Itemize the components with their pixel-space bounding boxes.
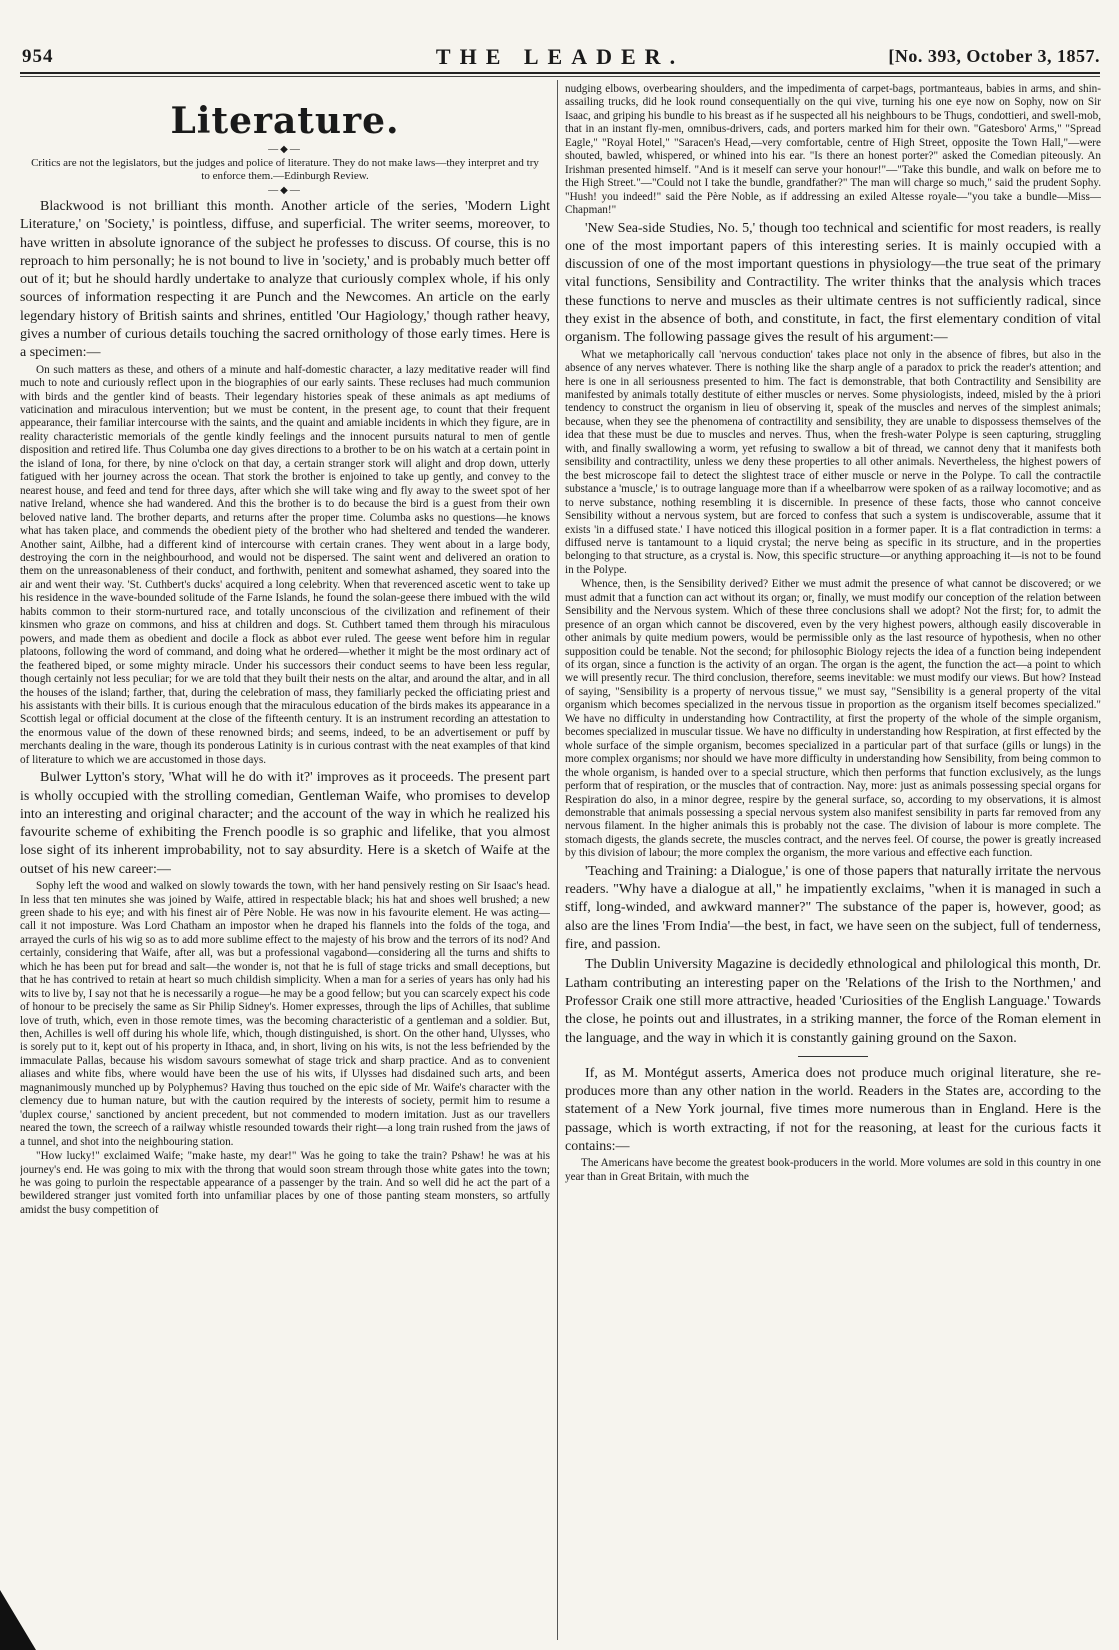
page-number: 954	[22, 46, 54, 67]
right-column	[565, 82, 1101, 1637]
quoted-extract: What we metaphorically call 'nervous conduction' takes place not only in the absence of fibres, but also in the absence of any nerves whatever. There is nothing like the sharp angle of a paradox to prick the reader's attention; and here is one in all seriousness presented to him. The fact is demonstrable, that both Contractility and Sensibility are manifested by animals totally destitute of either muscles or nerves. Some physiologists, indeed, misled by the à priori tendency to construct the organism in lieu of observing it, speak of the muscles and nerves of the simplest animals; because, when they see the phenomena of contractility and sensibility, they are unable to dispossess themselves of the idea that these must be due to muscles and nerves. Thus, when the fresh-water Polype is seen capturing, struggling with, and finally swallowing a worm, yet refusing to swallow a bit of thread, we cannot deny that it manifests both sensibility and contractility, unless we deny these properties to all other animals. Nevertheless, the highest powers of the best microscope fail to detect the slightest trace of either muscle or nerve in the Polype. To call the contractile substance a 'muscle,' is to outrage language more than if a wheelbarrow were spoken of as a railway locomotive; and as to nerve substance, nothing resembling it is discernible. In presence of these facts, those who cannot conceive Sensibility without a nervous system, but are forced to confess that such a system is undiscoverable, assume that it exists 'in a diffused state.' I have noticed this illogical position in a former paper. It is a flat contradiction in terms: a diffused nerve is tantamount to a liquid crystal; the nerve being as specific in its structure, and in the properties belonging to that structure, as a crystal is. Now, this specific structure—or anything approaching it—is not to be found in the Polype.	[565, 348, 1101, 576]
quoted-extract: The Americans have become the greatest book-producers in the world. More volumes are sold in this country in one year than in Great Britain, with much the	[565, 1157, 1101, 1183]
epigraph: Critics are not the legislators, but the judges and police of literature. They do not make laws—they interpret and try to enforce them.—Edinburgh Review.	[31, 157, 539, 182]
page-corner-shadow	[0, 1590, 36, 1650]
issue-info: [No. 393, October 3, 1857.	[888, 46, 1100, 66]
section-title: Literature.	[170, 100, 400, 142]
review-paragraph: Bulwer Lytton's story, 'What will he do with it?' improves as it proceeds. The present part is wholly occupied with the strolling comedian, Gentleman Waife, who promises to develop into an interesting and original character; and the account of the way in which he realized his favourite scheme of exhibiting the French poodle is so graphic and lifelike, that you almost lose sight of its inherent improbability, not to say absurdity. Here is a sketch of Waife at the outset of his new career:—	[20, 770, 550, 877]
review-paragraph: 'New Sea-side Studies, No. 5,' though too technical and scientific for most readers, is really one of the most important papers of this interesting series. It is mainly occupied with a discussion of one of the most important questions in physiology—the true seat of the primary vital functions, Sensibility and Contractility. The writer thinks that the analysis which traces these functions to nerve and muscles as their ultimate centres is not sufficiently radical, since they exist in the absence of both, and constitute, in fact, the first elementary condition of vital organism. The following passage gives the result of his argument:—	[565, 220, 1101, 346]
header-rule-thin	[20, 76, 1100, 77]
review-paragraph: 'Teaching and Training: a Dialogue,' is one of those papers that naturally irritate the nervous readers. "Why have a dialogue at all," he impatiently exclaims, "when it is managed in such a stiff, long-winded, and awkward manner?" The substance of the paper is, however, good; as also are the lines 'From India'—the best, in fact, we have seen on the subject, full of tenderness, fire, and passion.	[565, 863, 1101, 953]
column-divider	[557, 80, 558, 1640]
page-header	[20, 44, 1100, 72]
header-rule	[20, 72, 1100, 74]
review-paragraph: If, as M. Montégut asserts, America does not produce much original literature, she re-produces more than any other nation in the world. Readers in the States are, according to the statement of a New York journal, five times more numerous than in England. Here is the passage, which is worth extracting, if not for the reasoning, at least for the curious facts it contains:—	[565, 1065, 1101, 1154]
ornament-divider: —◆—	[268, 185, 302, 196]
ornament-divider: —◆—	[268, 144, 302, 155]
section-separator	[798, 1056, 868, 1057]
quoted-extract: Whence, then, is the Sensibility derived? Either we must admit the presence of what cannot be discovered; or we must admit that a function can act without its organ; or, finally, we must modify our conception of the relation between Sensibility and the Nervous system. Which of these three conclusions shall we adopt? Not the first; for, to admit the presence of an organ which cannot be discovered, even by the very highest powers, although easily discoverable in other animals by quite medium powers, would be permissible only as the last resource of hypothesis, when no other supposition could be tenable. Not the second; for philosophic Biology rejects the idea of a function being independent of its organ, since a function is the activity of an organ. The organ is the agent, the function the act—a point to which we will presently recur. The third conclusion, therefore, seems inevitable: we must modify our views. But how? Instead of saying, "Sensibility is a property of nervous tissue," we must say, "Sensibility is a general property of the vital organism which becomes specialized in the nervous tissue in proportion as the organism itself becomes specialized." We have no difficulty in understanding how Contractility, at first the property of the whole of the simple organism, becomes specialized in muscular tissue. We have no difficulty in understanding how Respiration, at first effected by the whole surface of the simple organism, becomes specialized in a particular part of that surface (gills or lungs) in the more complex organisms; nor should we have more difficulty in understanding how Sensibility, from being common to the whole organism, is handed over to a special structure, which then performs that function exclusively, as the lungs perform that of respiration, or the muscles that of contraction. Nay, more: just as animals possessing special organs for Respiration do also, in a minor degree, respire by the general surface, so, according to my observations, it is almost demonstrable that animals possessing a special nervous system also manifest sensibility in parts far removed from any nervous filament. In the higher animals this is probably not the case. The division of labour is more complete. The stomach digests, the glands secrete, the muscles contract, and the nerves feel. Of course, the power is greatly increased by this division of labour; the more complex the organism, the more various and effective each function.	[565, 578, 1101, 860]
review-paragraph: Blackwood is not brilliant this month. Another article of the series, 'Modern Light Literature,' on 'Society,' is pointless, diffuse, and superficial. The writer seems, moreover, to have written in absolute ignorance of the subject he professes to discuss. Of course, this is no reproach to him personally; he is not bound to live in 'society,' and is probably much better off out of it; but he should hardly undertake to analyze that curiously complex whole, if his only sources of information respecting it are Punch and the Newcomes. An article on the early legendary history of British saints and shrines, entitled 'Our Hagiology,' though rather heavy, gives a number of curious details touching the sacred ornithology of those early times. Here is a specimen:—	[20, 199, 550, 361]
quoted-extract: nudging elbows, overbearing shoulders, and the impedimenta of carpet-bags, portmanteaus, babies in arms, and shin-assailing trucks, did he look round consequentially on the qui vive, turning his one eye now on Sophy, now on Sir Isaac, and griping his bundle to his breast as if he suspected all his neighbours to be Thugs, condottieri, and swell-mob, that in an instant fly-men, omnibus-drivers, cads, and porters marked him for their own. "Gatesboro' Arms," "Spread Eagle," "Royal Hotel," "Saracen's Head,—very comfortable, centre of High Street, opposite the Town Hall,"—were shouted, bawled, whispered, or whined into his ear. "Is there an honest porter?" asked the Comedian piteously. An Irishman presented himself. "And is it meself can serve your honour!"—"Take this bundle, and walk on before me to the High Street."—"Could not I take the bundle, grandfather?" The man will charge so much," said the prudent Sophy. "Hush! you indeed!" said the Père Noble, as if addressing an exiled Altesse royale—"you take a bundle—Miss—Chapman!"	[565, 83, 1101, 217]
left-column	[20, 82, 550, 1637]
review-paragraph: The Dublin University Magazine is decidedly ethnological and philological this month, Dr. Latham contributing an interesting paper on the 'Relations of the Irish to the Northmen,' and Professor Craik one still more attractive, headed 'Curiosities of the English Language.' Towards the close, he points out and illustrates, in a striking manner, the force of the Roman element in the language, and the way in which it is constantly gaining ground on the Saxon.	[565, 957, 1101, 1046]
masthead: THE LEADER.	[435, 44, 685, 69]
quoted-extract: Sophy left the wood and walked on slowly towards the town, with her hand pensively resting on Sir Isaac's head. In less that ten minutes she was joined by Waife, attired in respectable black; his hat and shoes well brushed; a new green shade to his eye; and with his finest air of Père Noble. He was now in his favourite element. He was acting—call it not imposture. Was Lord Chatham an impostor when he draped his flannels into the folds of the toga, and arrayed the curls of his wig so as to add more sublime effect to the majesty of his brow and the terrors of its nod? And certainly, considering that Waife, after all, was but a professional vagabond—considering all the turns and shifts to which he has been put for bread and salt—the wonder is, not that he is full of stage tricks and small deceptions, but that he has contrived to retain at heart so much childish simplicity. When a man for a series of years has only had his wits to live by, I say not that he is necessarily a rogue—he may be a good fellow; but you can scarcely expect his code of honour to be precisely the same as Sir Philip Sidney's. Homer expresses, through the lips of Achilles, that sublime love of truth, which, even in those remote times, was the becoming characteristic of a gentleman and a soldier. But, then, Achilles is well off during his whole life, which, though distinguished, is short. On the other hand, Ulysses, who is sorely put to it, kept out of his property in Ithaca, and, in short, living on his wits, is not the less befriended by the immaculate Pallas, because his wisdom savours somewhat of stage trick and sharp practice. And as to convenient aliases and white fibs, where would have been the use of his wits, if Ulysses had disdained such arts, and been magnanimously munched up by Polyphemus? Having thus touched on the epic side of Mr. Waife's character with the clemency due to human nature, but with the caution required by the interests of society, permit him to resume a 'duplex course,' sanctioned by ancient precedent, but not commended to modern imitation. Just as our travellers neared the town, the screech of a railway whistle resounded towards their right—a long train rushed from the jaws of a tunnel, and shot into the neighbouring station.	[20, 880, 550, 1148]
quoted-extract: "How lucky!" exclaimed Waife; "make haste, my dear!" Was he going to take the train? Pshaw! he was at his journey's end. He was going to mix with the throng that would soon stream through those white gates into the town; he was going to purloin the respectable appearance of a passenger by the train. And so well did he act the part of a bewildered stranger just vomited forth into unfamiliar places by one of those panting steam monsters, so artfully amidst the busy competition of	[20, 1150, 550, 1216]
quoted-extract: On such matters as these, and others of a minute and half-domestic character, a lazy meditative reader will find much to note and curiously reflect upon in the biographies of our early saints. These recluses had much communion with birds and the gentler kind of beasts. Their legendary histories speak of these animals as apt mediums of vaticination and miraculous intervention; but we must be content, in the present age, to count that their frequent appearance, their familiar intercourse with the saints, and the quaint and amiable incidents in which they figure, are in reality characteristic memorials of the gentle kindly feelings and the innocent pursuits natural to men of gentle disposition and retired life. Thus Columba one day gives directions to a brother to be on his watch at a certain point in the island of Iona, for there, by nine o'clock on that day, a certain stranger stork will alight and drop down, utterly fatigued with her journey across the ocean. That stork the brother is enjoined to take up gently, and convey to the nearest house, and feed and tend for three days, after which she will take wing and fly away to the sweet spot of her native Ireland, whence she had wandered. And this the brother is to do because the bird is a guest from their own beloved native land. The brother departs, and returns after the proper time. Columba asks no questions—he knows what has taken place, and commends the obedient piety of the brother who had sheltered and tended the wanderer. Another saint, Ailbhe, had a different kind of intercourse with certain cranes. They went about in a large body, destroying the corn in the neighbourhood, and would not be dispersed. The saint went and delivered an oration to them on the unreasonableness of their conduct, and forthwith, penitent and somewhat ashamed, they soared into the air and went their way. 'St. Cuthbert's ducks' acquired a long celebrity. When that reverenced ascetic went to take up his residence in the wave-bounded solitude of the Farne Islands, he found the solan-geese there imbued with the wild habits common to their storm-nurtured race, and totally unconscious of the civilization and refinement of their kinsmen who graze on commons, and hiss at children and dogs. St. Cuthbert tamed them through his miraculous powers, and made them as obedient and docile a flock as abbot ever ruled. The geese went before him in regular platoons, following the word of command, and doing what he ordered—whether it might be the most ordinary act of the feathered biped, or some mighty miracle. Under his successors their conduct seems to have been less regular, though certainly not less peculiar; for we are told that they built their nests on the altar, and around the altar, and in all the houses of the island; farther, that, during the celebration of mass, they familiarly pecked the officiating priest and his assistants with their bills. It is curious enough that the miraculous education of the birds makes its appearance in a Scottish legal or official document at the close of the fifteenth century. It is an instrument recording an attestation to the enormous value of the down of these renowned birds; and seems, indeed, to be an advertisement or puff by merchants dealing in the ware, though its ponderous Latinity is in curious contrast with the neat examples of that kind of literature to which we are accustomed in those days.	[20, 363, 550, 766]
